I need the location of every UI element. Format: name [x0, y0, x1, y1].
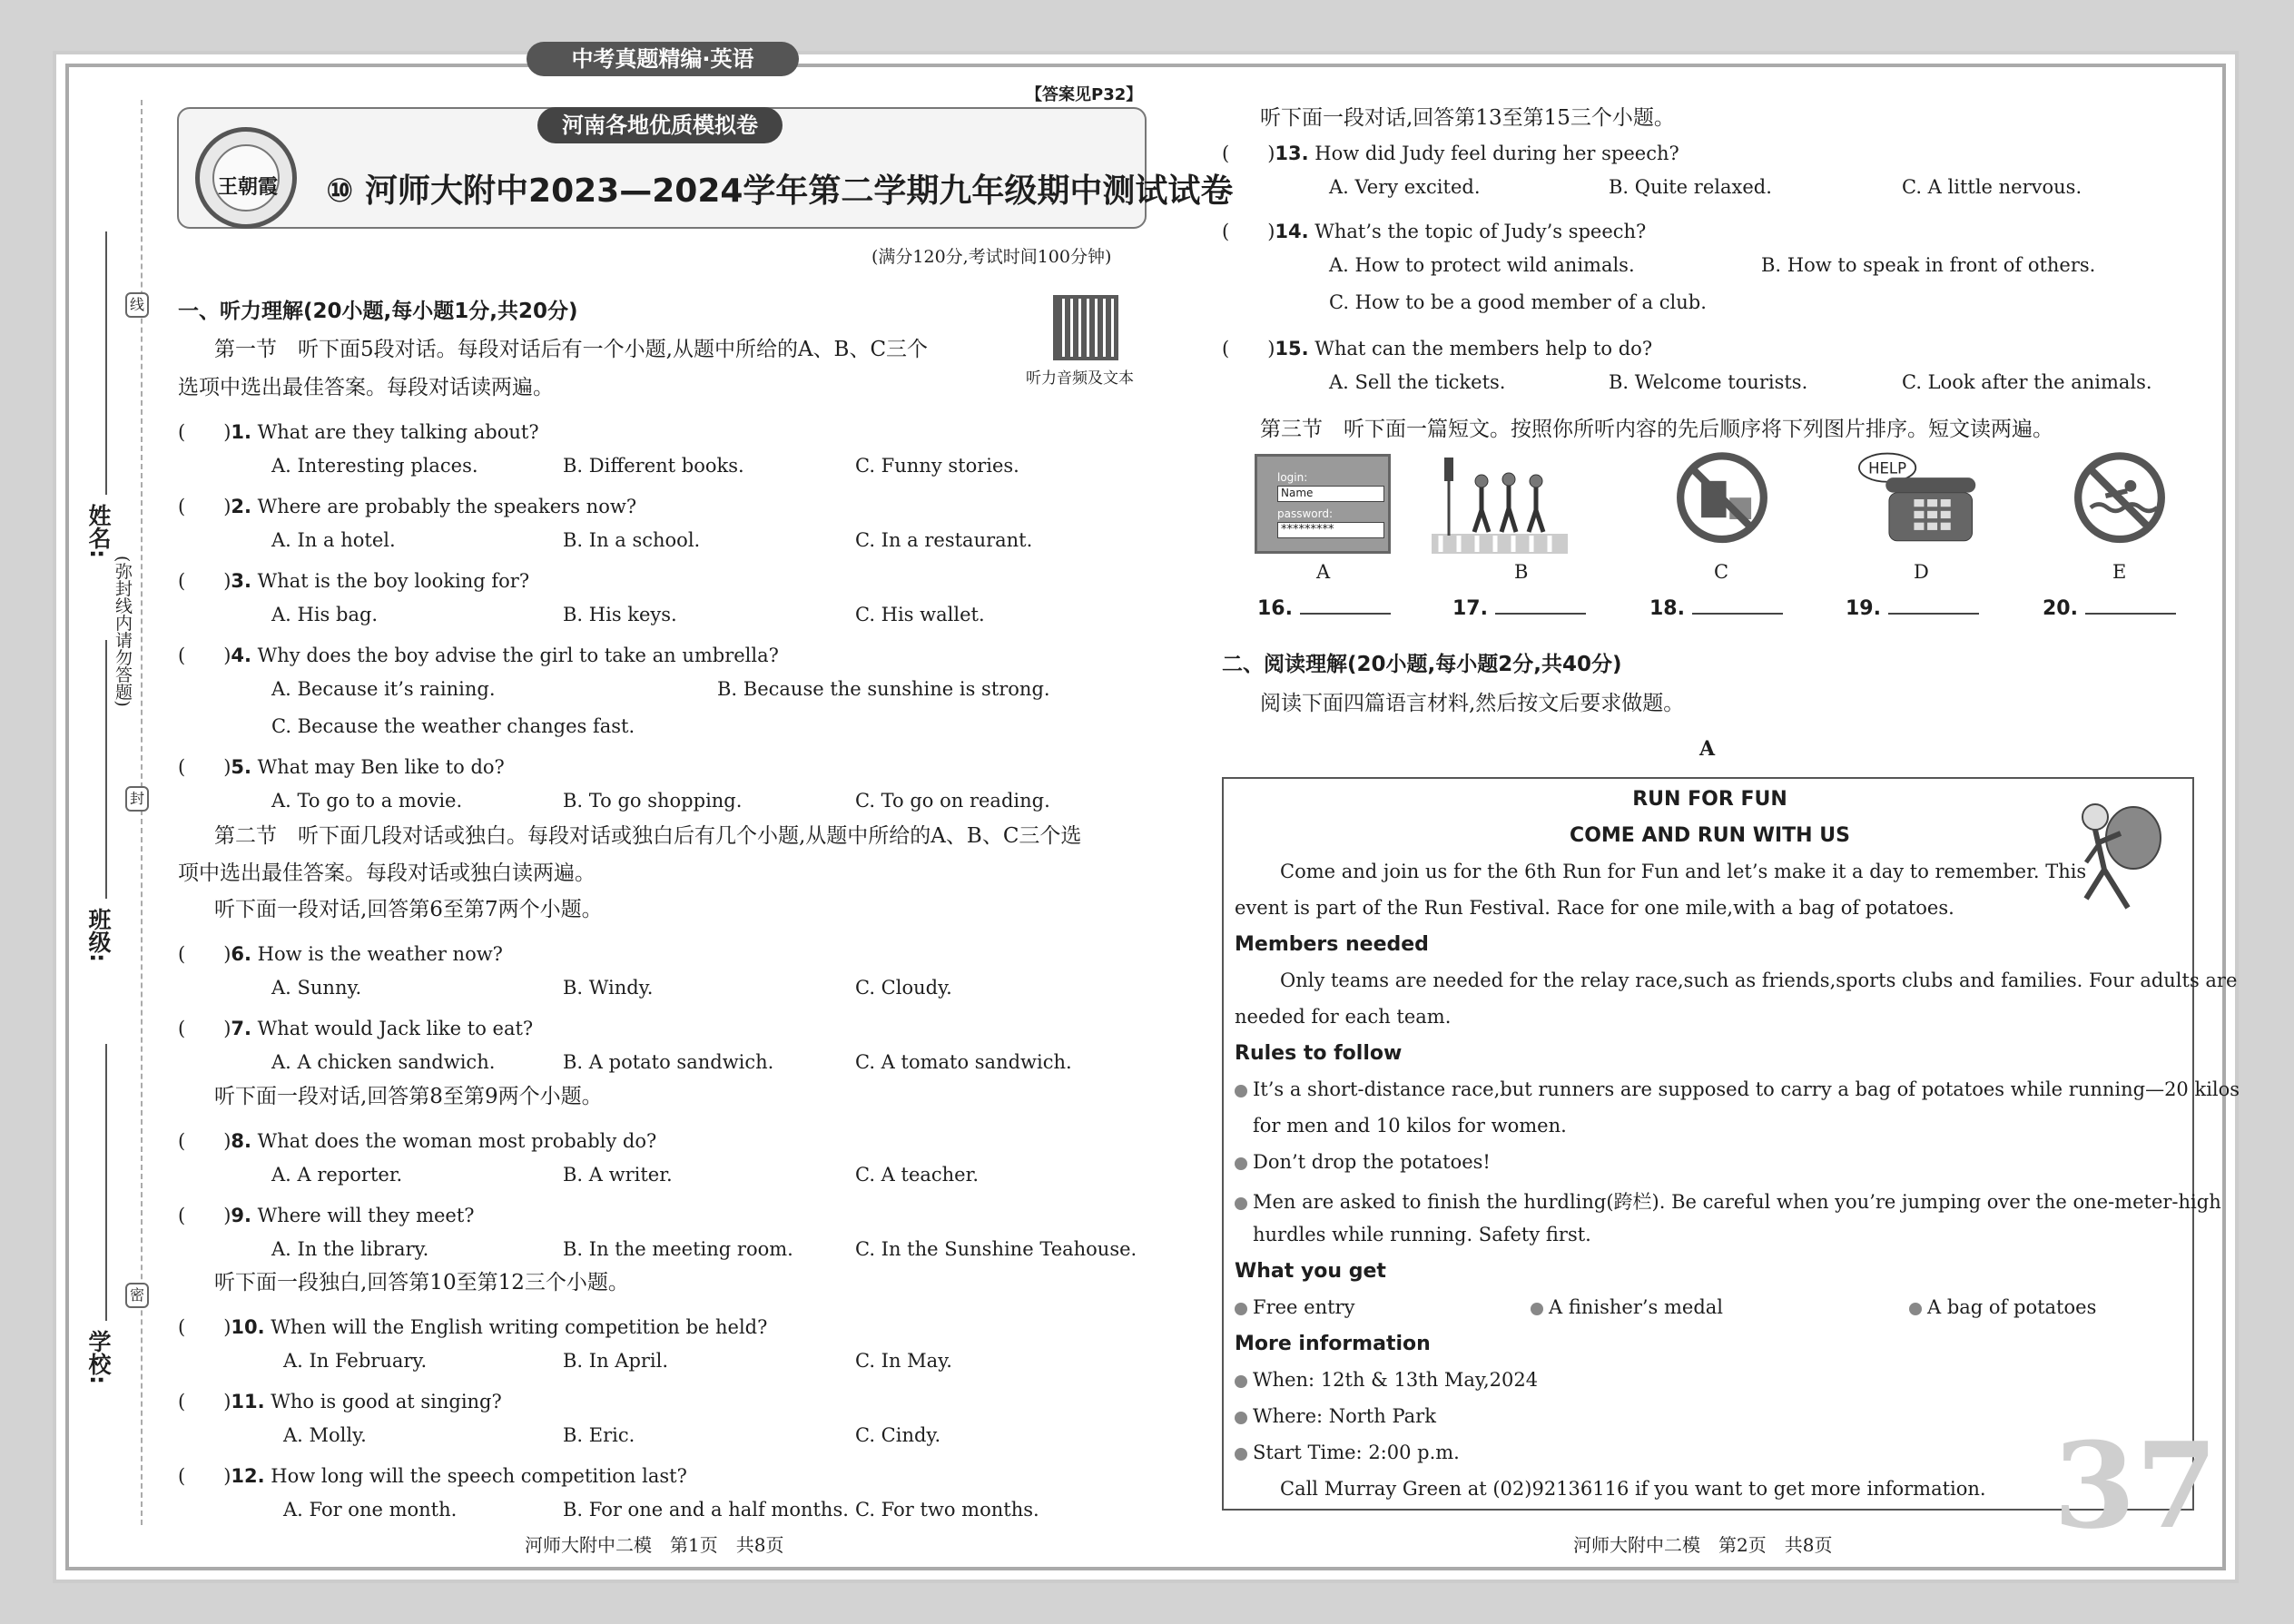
- qr-code[interactable]: [1053, 295, 1118, 360]
- question-1: [178, 418, 539, 445]
- question-number: 15.: [1275, 338, 1309, 359]
- rule-1: It’s a short-distance race,but runners are supposed to carry a bag of potatoes while running—20 kilos: [1235, 1078, 2240, 1100]
- option-5-c: C. To go on reading.: [855, 790, 1050, 812]
- question-text: What can the members help to do?: [1314, 338, 1653, 359]
- part3-intro: 第三节 听下面一篇短文。按照你所听内容的先后顺序将下列图片排序。短文读两遍。: [1260, 418, 2053, 441]
- answer-blank-16[interactable]: 16.: [1257, 597, 1391, 620]
- option-13-c: C. A little nervous.: [1902, 176, 2082, 198]
- get-item-3: A bag of potatoes: [1909, 1296, 2096, 1318]
- option-3-c: C. His wallet.: [855, 604, 985, 625]
- passage-title: RUN FOR FUN: [1632, 788, 1787, 811]
- picture-label-c: C: [1714, 561, 1729, 583]
- rule-1-cont: for men and 10 kilos for women.: [1253, 1115, 1567, 1137]
- option-5-b: B. To go shopping.: [563, 790, 743, 812]
- seal-mark-secret: 密: [125, 1283, 149, 1308]
- name-line: [105, 231, 107, 495]
- info-where: Where: North Park: [1235, 1405, 1436, 1427]
- question-number: 1.: [231, 421, 251, 443]
- answer-blank-18[interactable]: 18.: [1649, 597, 1783, 620]
- rule-2: Don’t drop the potatoes!: [1235, 1151, 1491, 1173]
- question-15: [1222, 334, 1652, 361]
- option-12-c: C. For two months.: [855, 1499, 1039, 1521]
- bullet-icon: [1531, 1303, 1543, 1315]
- heading-what-you-get: What you get: [1235, 1260, 1386, 1283]
- name-field: Name: [1277, 486, 1384, 502]
- answer-bracket[interactable]: ( ): [178, 1465, 231, 1487]
- option-10-c: C. In May.: [855, 1350, 952, 1372]
- option-4-b: B. Because the sunshine is strong.: [717, 678, 1050, 700]
- answer-bracket[interactable]: ( ): [178, 1018, 231, 1039]
- option-1-b: B. Different books.: [563, 455, 744, 477]
- rule-3: Men are asked to finish the hurdling(跨栏). Be careful when you’re jumping over the one-meter-high: [1235, 1187, 2221, 1215]
- footer-left: 河师大附中二模 第1页 共8页: [525, 1534, 784, 1556]
- option-11-b: B. Eric.: [563, 1424, 635, 1446]
- passage-p2-line2: needed for each team.: [1235, 1006, 1452, 1028]
- question-number: 2.: [231, 496, 251, 517]
- option-13-b: B. Quite relaxed.: [1609, 176, 1772, 198]
- question-number: 7.: [231, 1018, 251, 1039]
- book-tab: 中考真题精编·英语: [527, 42, 799, 76]
- exam-title-text: 河师大附中2023—2024学年第二学期九年级期中测试试卷: [365, 172, 1234, 210]
- question-number: 3.: [231, 570, 251, 592]
- question-7: [178, 1014, 533, 1041]
- question-text: What is the boy looking for?: [257, 570, 530, 592]
- info-start-time: Start Time: 2:00 p.m.: [1235, 1442, 1460, 1463]
- option-15-a: A. Sell the tickets.: [1329, 371, 1506, 393]
- qr-caption: 听力音频及文本: [1026, 369, 1134, 388]
- answer-reference: 【答案见P32】: [1026, 85, 1143, 104]
- heading-rules: Rules to follow: [1235, 1042, 1403, 1065]
- question-text: How did Judy feel during her speech?: [1314, 143, 1679, 164]
- answer-bracket[interactable]: ( ): [178, 943, 231, 965]
- bullet-icon: [1235, 1448, 1247, 1461]
- answer-bracket[interactable]: ( ): [178, 645, 231, 666]
- question-number: 8.: [231, 1130, 251, 1152]
- question-text: What would Jack like to eat?: [257, 1018, 534, 1039]
- question-13: [1222, 139, 1679, 166]
- option-2-a: A. In a hotel.: [271, 529, 396, 551]
- question-11: [178, 1387, 502, 1414]
- bullet-icon: [1235, 1303, 1247, 1315]
- part1-intro-cont: 选项中选出最佳答案。每段对话读两遍。: [178, 376, 554, 399]
- bullet-icon: [1235, 1085, 1247, 1097]
- question-12: [178, 1462, 687, 1489]
- question-text: Who is good at singing?: [271, 1391, 502, 1412]
- option-6-a: A. Sunny.: [271, 977, 362, 999]
- question-number: 13.: [1275, 143, 1309, 164]
- info-when: When: 12th & 13th May,2024: [1235, 1369, 1538, 1391]
- option-6-c: C. Cloudy.: [855, 977, 952, 999]
- picture-help-phone: [1850, 449, 1986, 549]
- name-label: 姓名:: [85, 504, 112, 558]
- lead-6-7: 听下面一段对话,回答第6至第7两个小题。: [214, 898, 603, 921]
- option-8-a: A. A reporter.: [271, 1164, 403, 1186]
- school-label: 学校:: [85, 1330, 112, 1384]
- question-text: When will the English writing competition be held?: [271, 1316, 768, 1338]
- question-8: [178, 1127, 656, 1154]
- option-4-c: C. Because the weather changes fast.: [271, 715, 635, 737]
- login-label: login:: [1277, 471, 1308, 484]
- bullet-icon: [1235, 1375, 1247, 1388]
- option-4-a: A. Because it’s raining.: [271, 678, 496, 700]
- question-number: 10.: [231, 1316, 265, 1338]
- seal-mark-line: 线: [125, 292, 149, 318]
- answer-blank-20[interactable]: 20.: [2043, 597, 2176, 620]
- bullet-icon: [1235, 1412, 1247, 1424]
- passage-p1-line1: Come and join us for the 6th Run for Fun and let’s make it a day to remember. This: [1280, 861, 2087, 882]
- option-11-a: A. Molly.: [283, 1424, 367, 1446]
- question-10: [178, 1313, 767, 1340]
- option-7-c: C. A tomato sandwich.: [855, 1051, 1072, 1073]
- info-contact: Call Murray Green at (02)92136116 if you want to get more information.: [1280, 1478, 1986, 1500]
- question-text: Where are probably the speakers now?: [257, 496, 637, 517]
- answer-bracket[interactable]: ( ): [178, 421, 231, 443]
- passage-label-a: A: [1699, 737, 1716, 761]
- option-10-a: A. In February.: [283, 1350, 428, 1372]
- no-answer-note: (弥封线内请勿答题): [113, 556, 133, 707]
- option-8-c: C. A teacher.: [855, 1164, 980, 1186]
- rule-3-cont: hurdles while running. Safety first.: [1253, 1224, 1591, 1245]
- passage-box: [1222, 777, 2240, 1511]
- option-9-a: A. In the library.: [271, 1238, 429, 1260]
- option-14-a: A. How to protect wild animals.: [1329, 254, 1635, 276]
- question-number: 14.: [1275, 221, 1309, 242]
- class-label: 班级:: [85, 908, 112, 962]
- option-7-b: B. A potato sandwich.: [563, 1051, 774, 1073]
- option-1-a: A. Interesting places.: [271, 455, 478, 477]
- footer-right: 河师大附中二模 第2页 共8页: [1573, 1534, 1833, 1556]
- passage-p1-line2: event is part of the Run Festival. Race for one mile,with a bag of potatoes.: [1235, 897, 1954, 919]
- section1-heading: 一、听力理解(20小题,每小题1分,共20分): [178, 300, 578, 323]
- answer-bracket[interactable]: ( ): [178, 756, 231, 778]
- part2-intro-cont: 项中选出最佳答案。每段对话或独白读两遍。: [178, 861, 596, 885]
- option-2-c: C. In a restaurant.: [855, 529, 1033, 551]
- password-field: *********: [1277, 522, 1384, 538]
- option-14-b: B. How to speak in front of others.: [1761, 254, 2096, 276]
- help-text: HELP: [1868, 459, 1907, 477]
- lead-10-12: 听下面一段独白,回答第10至第12三个小题。: [214, 1271, 629, 1294]
- option-7-a: A. A chicken sandwich.: [271, 1051, 496, 1073]
- answer-blank-17[interactable]: 17.: [1452, 597, 1586, 620]
- question-6: [178, 940, 503, 967]
- question-text: How is the weather now?: [257, 943, 503, 965]
- exam-title: [326, 165, 1233, 212]
- option-3-b: B. His keys.: [563, 604, 677, 625]
- part1-intro: 第一节 听下面5段对话。每段对话后有一个小题,从题中所给的A、B、C三个: [214, 338, 929, 361]
- question-number: 9.: [231, 1205, 251, 1226]
- picture-label-a: A: [1316, 561, 1331, 583]
- question-number: 12.: [231, 1465, 265, 1487]
- question-text: Why does the boy advise the girl to take an umbrella?: [257, 645, 779, 666]
- get-item-1: Free entry: [1235, 1296, 1354, 1318]
- score-info: (满分120分,考试时间100分钟): [871, 247, 1112, 267]
- option-12-a: A. For one month.: [283, 1499, 458, 1521]
- bullet-icon: [1909, 1303, 1922, 1315]
- get-item-2: A finisher’s medal: [1531, 1296, 1723, 1318]
- question-number: 5.: [231, 756, 251, 778]
- bullet-icon: [1235, 1157, 1247, 1170]
- answer-bracket[interactable]: ( ): [1222, 143, 1275, 164]
- question-text: What are they talking about?: [257, 421, 539, 443]
- passage-subtitle: COME AND RUN WITH US: [1570, 824, 1850, 847]
- lead-8-9: 听下面一段对话,回答第8至第9两个小题。: [214, 1085, 603, 1108]
- option-1-c: C. Funny stories.: [855, 455, 1019, 477]
- question-text: How long will the speech competition last?: [271, 1465, 687, 1487]
- school-line: [105, 1044, 107, 1321]
- option-9-c: C. In the Sunshine Teahouse.: [855, 1238, 1137, 1260]
- option-9-b: B. In the meeting room.: [563, 1238, 793, 1260]
- answer-bracket[interactable]: ( ): [1222, 221, 1275, 242]
- option-5-a: A. To go to a movie.: [271, 790, 463, 812]
- option-3-a: A. His bag.: [271, 604, 379, 625]
- option-12-b: B. For one and a half months.: [563, 1499, 849, 1521]
- heading-members: Members needed: [1235, 933, 1429, 956]
- question-number: 6.: [231, 943, 251, 965]
- exam-header: [177, 107, 1234, 229]
- answer-bracket[interactable]: ( ): [178, 1205, 231, 1226]
- question-text: What does the woman most probably do?: [257, 1130, 657, 1152]
- option-15-c: C. Look after the animals.: [1902, 371, 2152, 393]
- lead-13-15: 听下面一段对话,回答第13至第15三个小题。: [1260, 106, 1675, 130]
- passage-p2-line1: Only teams are needed for the relay race,such as friends,sports clubs and families. Four adults are: [1280, 969, 2238, 991]
- option-13-a: A. Very excited.: [1329, 176, 1481, 198]
- question-number: 11.: [231, 1391, 265, 1412]
- picture-label-d: D: [1914, 561, 1929, 583]
- picture-no-food: [1654, 449, 1790, 549]
- question-text: What may Ben like to do?: [257, 756, 505, 778]
- question-text: Where will they meet?: [257, 1205, 475, 1226]
- region-badge: 河南各地优质模拟卷: [537, 107, 783, 143]
- section2-heading: 二、阅读理解(20小题,每小题2分,共40分): [1222, 653, 1622, 676]
- picture-label-e: E: [2112, 561, 2127, 583]
- picture-no-swimming: [2052, 449, 2188, 549]
- option-6-b: B. Windy.: [563, 977, 654, 999]
- question-14: [1222, 217, 1646, 244]
- option-8-b: B. A writer.: [563, 1164, 673, 1186]
- option-11-c: C. Cindy.: [855, 1424, 941, 1446]
- logo-text: 王朝霞: [217, 175, 278, 199]
- exam-number: ⑩: [326, 172, 354, 210]
- bullet-icon: [1235, 1197, 1247, 1210]
- question-4: [178, 641, 779, 668]
- answer-bracket[interactable]: ( ): [178, 1130, 231, 1152]
- answer-blank-19[interactable]: 19.: [1846, 597, 1979, 620]
- page-number: 37: [2053, 1416, 2218, 1555]
- part2-intro: 第二节 听下面几段对话或独白。每段对话或独白后有几个小题,从题中所给的A、B、C三个选: [214, 824, 1082, 848]
- password-label: password:: [1277, 507, 1334, 520]
- answer-bracket[interactable]: ( ): [178, 496, 231, 517]
- question-text: What’s the topic of Judy’s speech?: [1314, 221, 1647, 242]
- heading-more-info: More information: [1235, 1333, 1431, 1355]
- option-15-b: B. Welcome tourists.: [1609, 371, 1808, 393]
- section2-intro: 阅读下面四篇语言材料,然后按文后要求做题。: [1260, 692, 1685, 715]
- picture-login: [1255, 454, 1391, 554]
- question-2: [178, 492, 636, 519]
- picture-crossing: [1432, 454, 1568, 554]
- answer-bracket[interactable]: ( ): [178, 570, 231, 592]
- option-2-b: B. In a school.: [563, 529, 701, 551]
- question-5: [178, 753, 505, 780]
- answer-bracket[interactable]: ( ): [1222, 338, 1275, 359]
- seal-mark-seal: 封: [125, 786, 149, 812]
- question-3: [178, 566, 529, 594]
- class-line: [105, 640, 107, 899]
- question-number: 4.: [231, 645, 251, 666]
- answer-bracket[interactable]: ( ): [178, 1391, 231, 1412]
- logo: [195, 127, 297, 229]
- question-9: [178, 1201, 475, 1228]
- picture-label-b: B: [1514, 561, 1529, 583]
- answer-bracket[interactable]: ( ): [178, 1316, 231, 1338]
- option-10-b: B. In April.: [563, 1350, 669, 1372]
- option-14-c: C. How to be a good member of a club.: [1329, 291, 1707, 313]
